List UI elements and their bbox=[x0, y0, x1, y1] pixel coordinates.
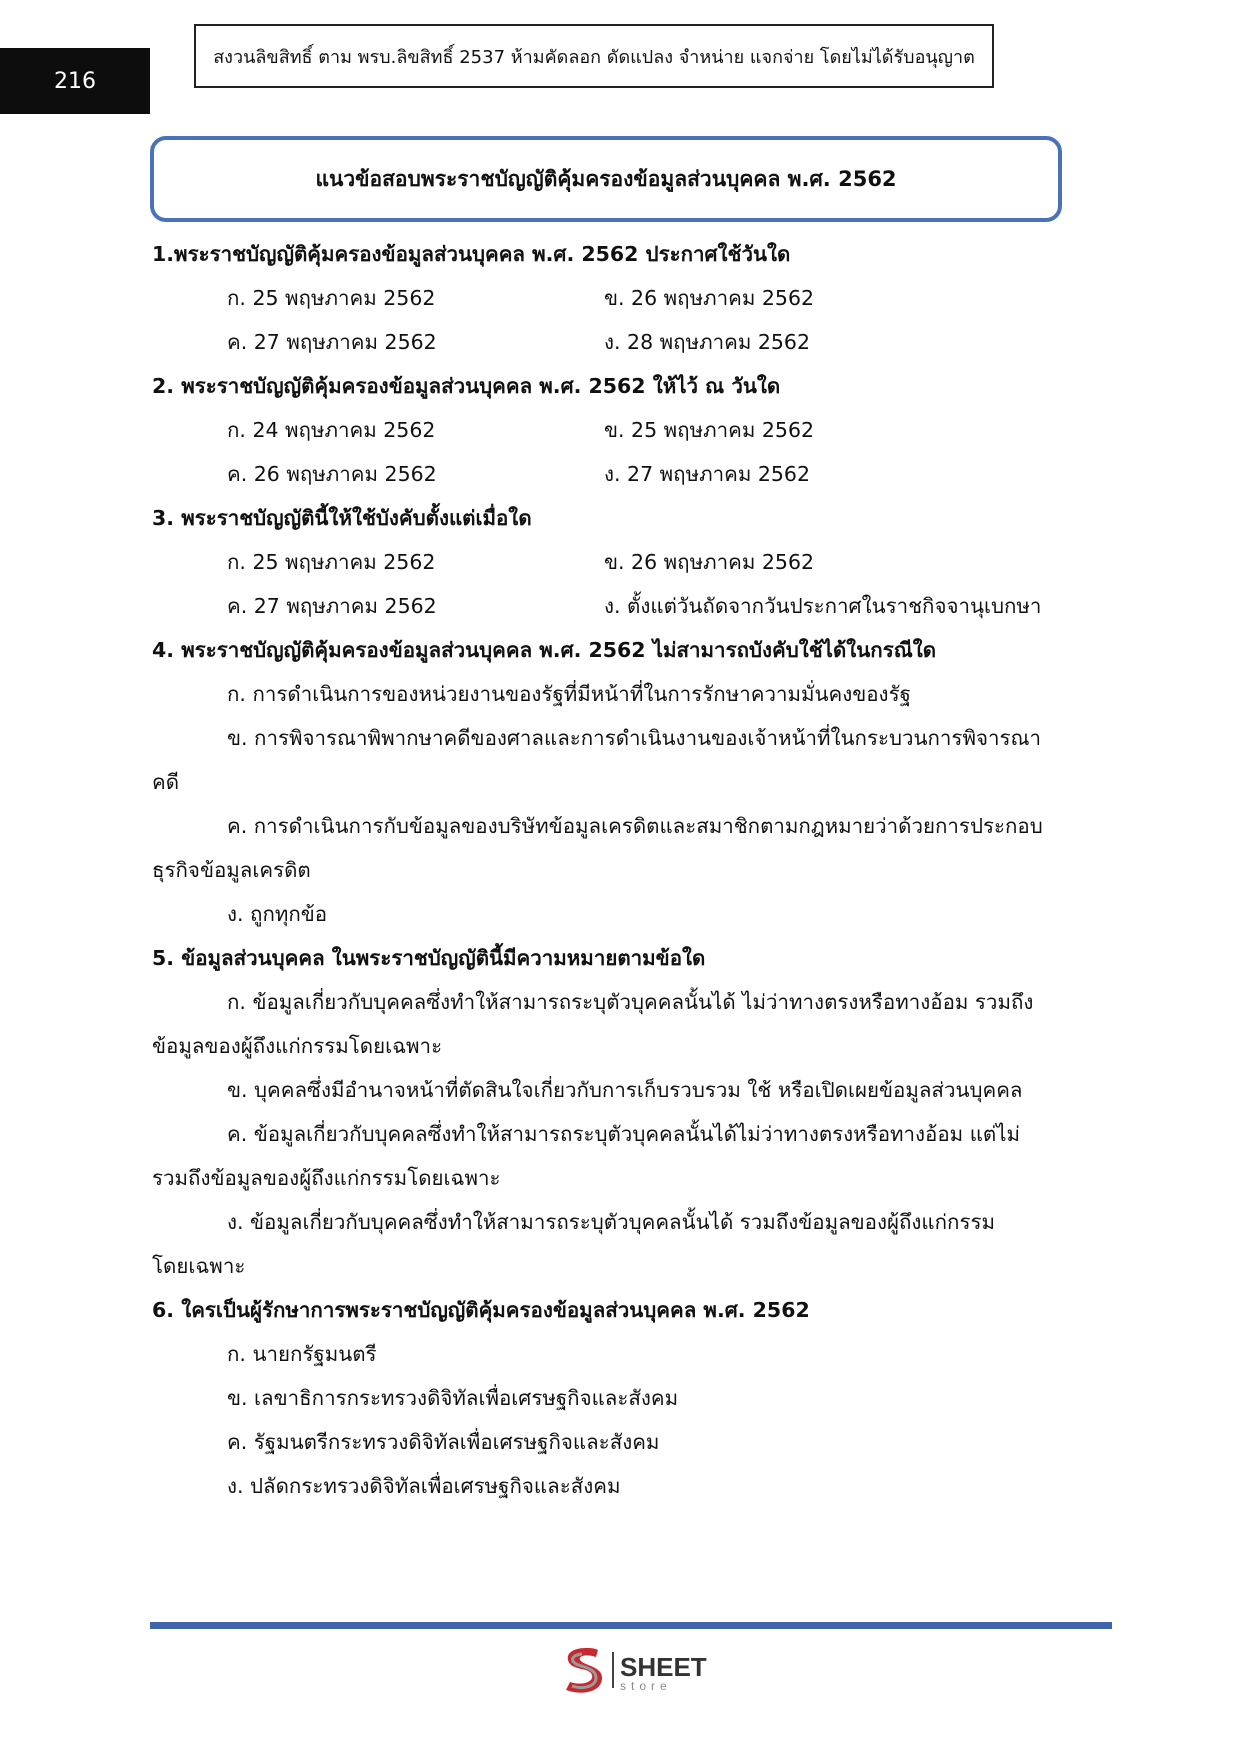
q2-option-c: ค. 26 พฤษภาคม 2562 bbox=[227, 462, 437, 486]
q6-option-d: ง. ปลัดกระทรวงดิจิทัลเพื่อเศรษฐกิจและสังคม bbox=[227, 1474, 621, 1498]
q4-option-b-cont: คดี bbox=[152, 770, 180, 794]
q3-option-b: ข. 26 พฤษภาคม 2562 bbox=[604, 550, 815, 574]
q4-option-b: ข. การพิจารณาพิพากษาคดีของศาลและการดำเนินงานของเจ้าหน้าที่ในกระบวนการพิจารณา bbox=[227, 726, 1042, 750]
q4-option-c: ค. การดำเนินการกับข้อมูลของบริษัทข้อมูลเครดิตและสมาชิกตามกฎหมายว่าด้วยการประกอบ bbox=[227, 814, 1043, 838]
q4-option-c-cont: ธุรกิจข้อมูลเครดิต bbox=[152, 858, 311, 882]
copyright-notice: สงวนลิขสิทธิ์ ตาม พรบ.ลิขสิทธิ์ 2537 ห้ามคัดลอก ดัดแปลง จำหน่าย แจกจ่าย โดยไม่ได้รับอนุญาต bbox=[194, 24, 994, 88]
q5-option-c: ค. ข้อมูลเกี่ยวกับบุคคลซึ่งทำให้สามารถระบุตัวบุคคลนั้นได้ไม่ว่าทางตรงหรือทางอ้อม แต่ไม่ bbox=[227, 1122, 1021, 1146]
question-4: 4. พระราชบัญญัติคุ้มครองข้อมูลส่วนบุคคล พ.ศ. 2562 ไม่สามารถบังคับใช้ได้ในกรณีใด bbox=[152, 638, 937, 662]
q3-option-d: ง. ตั้งแต่วันถัดจากวันประกาศในราชกิจจานุเบกษา bbox=[604, 594, 1042, 618]
s-logo-icon bbox=[566, 1648, 602, 1693]
q5-option-d-cont: โดยเฉพาะ bbox=[152, 1254, 246, 1278]
q5-option-a-cont: ข้อมูลของผู้ถึงแก่กรรมโดยเฉพาะ bbox=[152, 1034, 443, 1058]
q5-option-c-cont: รวมถึงข้อมูลของผู้ถึงแก่กรรมโดยเฉพาะ bbox=[152, 1166, 501, 1190]
q5-option-d: ง. ข้อมูลเกี่ยวกับบุคคลซึ่งทำให้สามารถระบุตัวบุคคลนั้นได้ รวมถึงข้อมูลของผู้ถึงแก่กรรม bbox=[227, 1210, 995, 1234]
sheet-store-logo bbox=[556, 1642, 736, 1698]
q1-option-b: ข. 26 พฤษภาคม 2562 bbox=[604, 286, 815, 310]
q4-option-a: ก. การดำเนินการของหน่วยงานของรัฐที่มีหน้าที่ในการรักษาความมั่นคงของรัฐ bbox=[227, 682, 911, 706]
q2-option-a: ก. 24 พฤษภาคม 2562 bbox=[227, 418, 436, 442]
page-title: แนวข้อสอบพระราชบัญญัติคุ้มครองข้อมูลส่วนบุคคล พ.ศ. 2562 bbox=[150, 136, 1062, 222]
footer-divider bbox=[150, 1622, 1112, 1629]
logo-text: SHEET bbox=[620, 1652, 707, 1682]
q3-option-c: ค. 27 พฤษภาคม 2562 bbox=[227, 594, 437, 618]
q5-option-b: ข. บุคคลซึ่งมีอำนาจหน้าที่ตัดสินใจเกี่ยวกับการเก็บรวบรวม ใช้ หรือเปิดเผยข้อมูลส่วนบุคคล bbox=[227, 1078, 1023, 1102]
q5-option-a: ก. ข้อมูลเกี่ยวกับบุคคลซึ่งทำให้สามารถระบุตัวบุคคลนั้นได้ ไม่ว่าทางตรงหรือทางอ้อม รวมถึง bbox=[227, 990, 1034, 1014]
question-3: 3. พระราชบัญญัตินี้ให้ใช้บังคับตั้งแต่เมื่อใด bbox=[152, 506, 532, 530]
q6-option-c: ค. รัฐมนตรีกระทรวงดิจิทัลเพื่อเศรษฐกิจและสังคม bbox=[227, 1430, 660, 1454]
q1-option-d: ง. 28 พฤษภาคม 2562 bbox=[604, 330, 811, 354]
q6-option-a: ก. นายกรัฐมนตรี bbox=[227, 1342, 377, 1366]
question-6: 6. ใครเป็นผู้รักษาการพระราชบัญญัติคุ้มครองข้อมูลส่วนบุคคล พ.ศ. 2562 bbox=[152, 1298, 810, 1322]
question-1: 1.พระราชบัญญัติคุ้มครองข้อมูลส่วนบุคคล พ.ศ. 2562 ประกาศใช้วันใด bbox=[152, 242, 791, 266]
question-5: 5. ข้อมูลส่วนบุคคล ในพระราชบัญญัตินี้มีความหมายตามข้อใด bbox=[152, 946, 706, 970]
q2-option-b: ข. 25 พฤษภาคม 2562 bbox=[604, 418, 815, 442]
q1-option-a: ก. 25 พฤษภาคม 2562 bbox=[227, 286, 436, 310]
q4-option-d: ง. ถูกทุกข้อ bbox=[227, 902, 328, 926]
page-number: 216 bbox=[0, 48, 150, 114]
question-2: 2. พระราชบัญญัติคุ้มครองข้อมูลส่วนบุคคล พ.ศ. 2562 ให้ไว้ ณ วันใด bbox=[152, 374, 781, 398]
q2-option-d: ง. 27 พฤษภาคม 2562 bbox=[604, 462, 811, 486]
q6-option-b: ข. เลขาธิการกระทรวงดิจิทัลเพื่อเศรษฐกิจและสังคม bbox=[227, 1386, 679, 1410]
q1-option-c: ค. 27 พฤษภาคม 2562 bbox=[227, 330, 437, 354]
q3-option-a: ก. 25 พฤษภาคม 2562 bbox=[227, 550, 436, 574]
logo-subtext: store bbox=[620, 1679, 672, 1693]
